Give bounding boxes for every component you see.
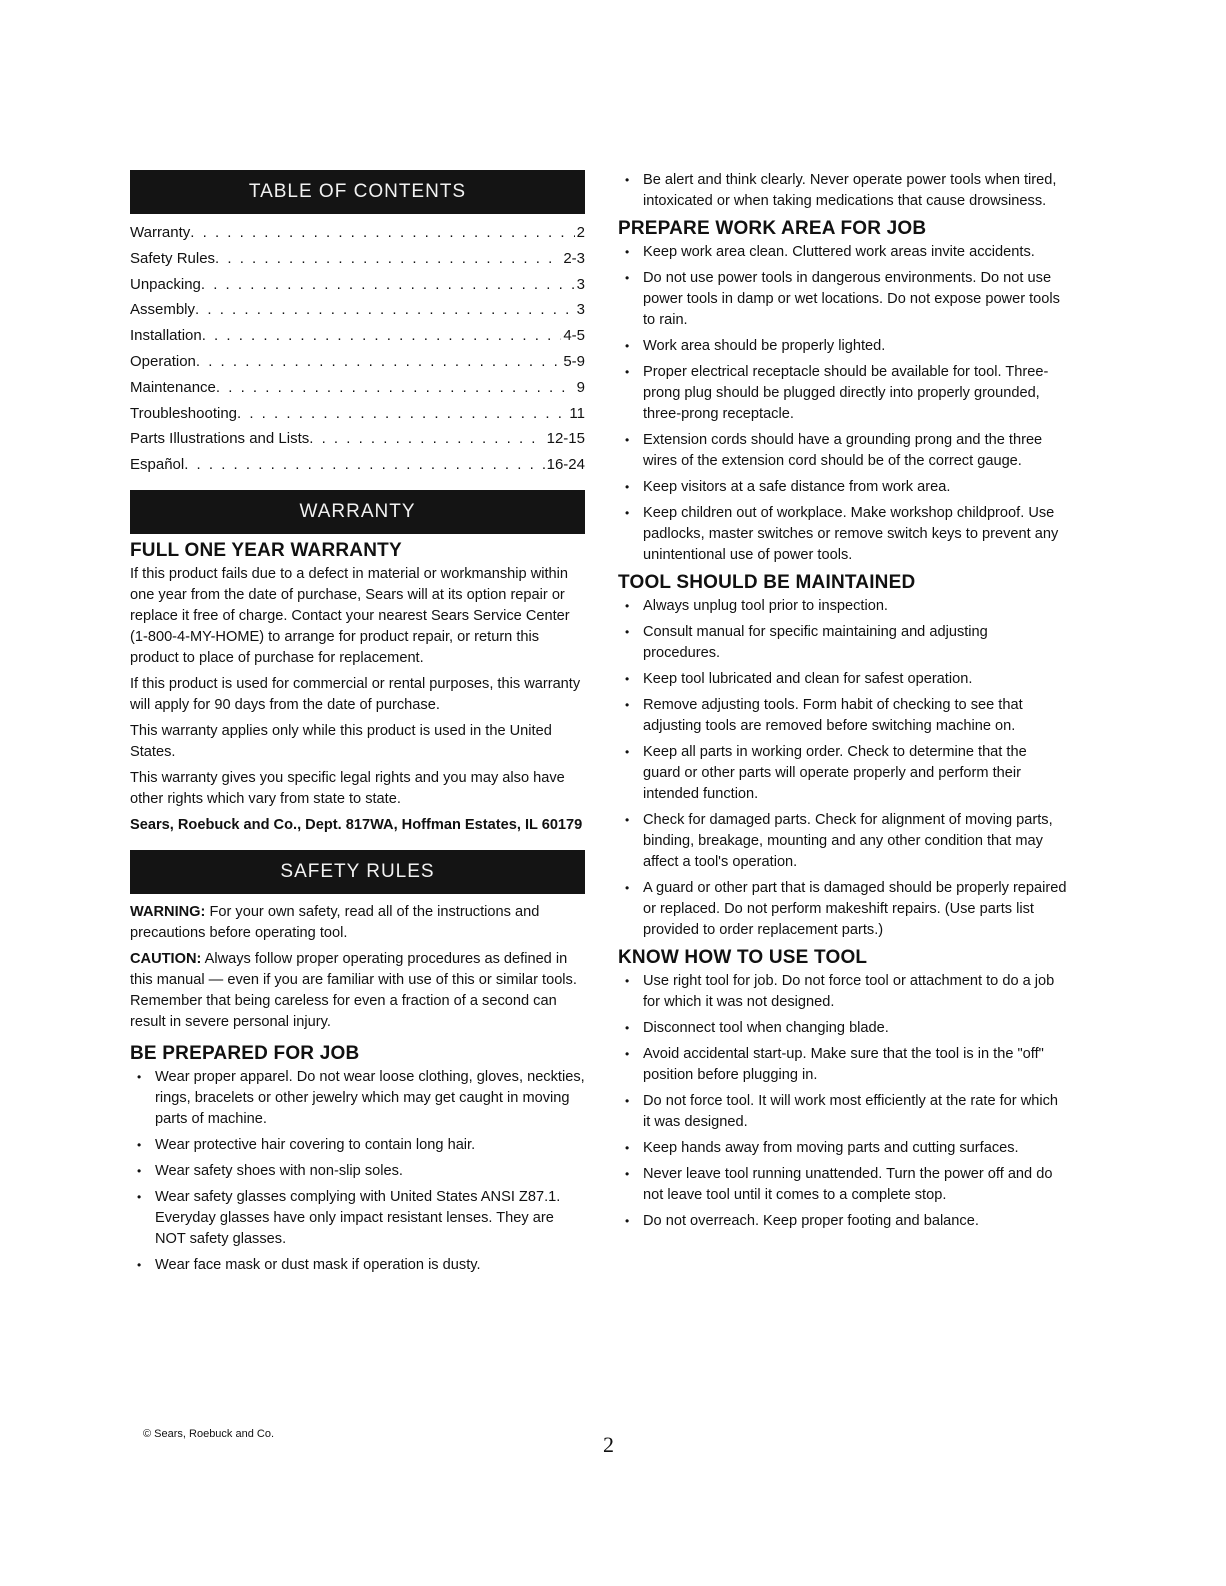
table-of-contents	[130, 220, 585, 478]
toc-leader	[201, 272, 575, 298]
left-column	[130, 170, 585, 1281]
warranty-paragraph: If this product fails due to a defect in material or workmanship within one year from the date of purchase, Sears will at its option repair or replace it free of charge. Contact your nearest Sears Service Center (1-800-4-MY-HOME) to arrange for product repair, or return this product to place of purchase for replacement.	[130, 565, 570, 666]
warranty-heading: FULL ONE YEAR WARRANTY	[130, 539, 402, 561]
toc-label: Installation	[130, 327, 202, 345]
list-item: • A guard or other part that is damaged should be properly repaired or replaced. Do not perform makeshift repairs. (Use parts list provided to order replacement parts.)	[618, 878, 1068, 941]
list-item: • Do not force tool. It will work most efficiently at the rate for which it was designed.	[618, 1091, 1068, 1133]
toc-page: 16-24	[546, 456, 585, 474]
caution-label: CAUTION:	[130, 950, 202, 967]
toc-entry[interactable]	[130, 375, 585, 401]
list-item: • Keep children out of workplace. Make workshop childproof. Use padlocks, master switches or remove switch keys to prevent any unintentional use of power tools.	[618, 503, 1068, 566]
toc-title-bar: TABLE OF CONTENTS	[130, 170, 585, 214]
toc-leader	[196, 349, 561, 375]
list-item: • Be alert and think clearly. Never operate power tools when tired, intoxicated or when taking medications that cause drowsiness.	[618, 170, 1068, 212]
caution-paragraph	[130, 949, 585, 1033]
toc-leader	[202, 323, 562, 349]
toc-leader	[216, 375, 575, 401]
know-how-heading: KNOW HOW TO USE TOOL	[618, 947, 868, 968]
right-column	[618, 170, 1068, 1237]
list-item: • Wear safety shoes with non-slip soles.	[130, 1161, 585, 1182]
toc-page: 12-15	[546, 430, 585, 448]
warranty-paragraph: If this product is used for commercial or rental purposes, this warranty will apply for 90 days from the date of purchase.	[130, 675, 581, 713]
list-item: • Keep work area clean. Cluttered work areas invite accidents.	[618, 242, 1068, 263]
toc-entry[interactable]	[130, 426, 585, 452]
list-item: • Extension cords should have a grounding prong and the three wires of the extension cord should be of the correct gauge.	[618, 430, 1068, 472]
toc-entry[interactable]	[130, 452, 585, 478]
prepare-work-area-list	[618, 242, 1068, 566]
list-item: • Avoid accidental start-up. Make sure that the tool is in the "off" position before plugging in.	[618, 1044, 1068, 1086]
list-item: • Wear proper apparel. Do not wear loose clothing, gloves, neckties, rings, bracelets or other jewelry which may get caught in moving parts of machine.	[130, 1067, 585, 1130]
toc-page: 5-9	[563, 352, 585, 370]
list-item: • Check for damaged parts. Check for alignment of moving parts, binding, breakage, mounting and any other condition that may affect a tool's operation.	[618, 810, 1068, 873]
toc-page: 4-5	[563, 327, 585, 345]
toc-page: 3	[576, 275, 585, 293]
list-item: • Keep hands away from moving parts and cutting surfaces.	[618, 1138, 1068, 1159]
toc-label: Assembly	[130, 301, 196, 319]
be-prepared-heading: BE PREPARED FOR JOB	[130, 1042, 360, 1064]
toc-label: Warranty	[130, 224, 191, 241]
list-item: • Remove adjusting tools. Form habit of checking to see that adjusting tools are removed before switching machine on.	[618, 695, 1068, 737]
copyright-notice: © Sears, Roebuck and Co.	[143, 1428, 275, 1440]
maintained-list	[618, 596, 1068, 941]
list-item: • Keep tool lubricated and clean for safest operation.	[618, 669, 1068, 690]
toc-entry[interactable]	[130, 297, 585, 323]
warning-text: For your own safety, read all of the instructions and precautions before operating tool.	[130, 903, 540, 941]
safety-title-bar: SAFETY RULES	[130, 850, 585, 894]
warning-paragraph	[130, 902, 585, 944]
toc-page: 3	[576, 301, 585, 319]
be-prepared-list	[130, 1067, 585, 1276]
list-item: • Always unplug tool prior to inspection.	[618, 596, 1068, 617]
list-item: • Proper electrical receptacle should be available for tool. Three-prong plug should be plugged directly into properly grounded, three-prong receptacle.	[618, 362, 1068, 425]
toc-leader	[215, 246, 561, 272]
toc-page: 9	[576, 378, 585, 396]
toc-label: Unpacking	[130, 275, 201, 293]
toc-leader	[184, 452, 544, 478]
list-item: • Wear safety glasses complying with United States ANSI Z87.1. Everyday glasses have only impact resistant lenses. They are NOT safety glasses.	[130, 1187, 585, 1250]
warning-label: WARNING:	[130, 903, 206, 920]
list-item: • Wear protective hair covering to contain long hair.	[130, 1135, 585, 1156]
toc-entry[interactable]	[130, 246, 585, 272]
warranty-address: Sears, Roebuck and Co., Dept. 817WA, Hoffman Estates, IL 60179	[130, 816, 583, 833]
toc-label: Español	[130, 456, 185, 474]
list-item: • Do not overreach. Keep proper footing and balance.	[618, 1211, 1068, 1232]
list-item: • Never leave tool running unattended. Turn the power off and do not leave tool until it comes to a complete stop.	[618, 1164, 1068, 1206]
page-number: 2	[603, 1432, 614, 1457]
toc-page: 2	[576, 224, 585, 241]
toc-entry[interactable]	[130, 220, 585, 246]
toc-entry[interactable]	[130, 349, 585, 375]
toc-entry[interactable]	[130, 323, 585, 349]
list-item: • Wear face mask or dust mask if operation is dusty.	[130, 1255, 585, 1276]
list-item: • Disconnect tool when changing blade.	[618, 1018, 1068, 1039]
toc-leader	[309, 426, 544, 452]
alert-list	[618, 170, 1068, 212]
toc-entry[interactable]	[130, 272, 585, 298]
toc-leader	[190, 220, 574, 246]
know-how-list	[618, 971, 1068, 1232]
list-item: • Do not use power tools in dangerous environments. Do not use power tools in damp or wet locations. Do not expose power tools to rain.	[618, 268, 1068, 331]
toc-label: Operation	[130, 352, 196, 370]
maintained-heading: TOOL SHOULD BE MAINTAINED	[618, 572, 916, 593]
toc-page: 11	[569, 404, 585, 422]
list-item: • Consult manual for specific maintaining and adjusting procedures.	[618, 622, 1068, 664]
prepare-work-area-heading: PREPARE WORK AREA FOR JOB	[618, 218, 927, 239]
toc-label: Parts Illustrations and Lists	[130, 430, 310, 448]
warranty-paragraph: This warranty gives you specific legal rights and you may also have other rights which vary from state to state.	[130, 769, 565, 807]
warranty-title-bar: WARRANTY	[130, 490, 585, 534]
toc-leader	[195, 297, 575, 323]
toc-entry[interactable]	[130, 401, 585, 427]
caution-text: Always follow proper operating procedures as defined in this manual — even if you are familiar with use of this or similar tools. Remember that being careless for even a fraction of a second can result in severe personal injury.	[130, 950, 577, 1030]
toc-leader	[237, 401, 567, 427]
toc-page: 2-3	[563, 249, 585, 267]
list-item: • Keep all parts in working order. Check to determine that the guard or other parts will operate properly and perform their intended function.	[618, 742, 1068, 805]
toc-label: Maintenance	[130, 378, 216, 396]
warranty-paragraph: This warranty applies only while this product is used in the United States.	[130, 722, 552, 760]
list-item: • Work area should be properly lighted.	[618, 336, 1068, 357]
toc-label: Safety Rules	[130, 249, 216, 267]
list-item: • Keep visitors at a safe distance from work area.	[618, 477, 1068, 498]
toc-label: Troubleshooting	[130, 404, 238, 422]
list-item: • Use right tool for job. Do not force tool or attachment to do a job for which it was not designed.	[618, 971, 1068, 1013]
